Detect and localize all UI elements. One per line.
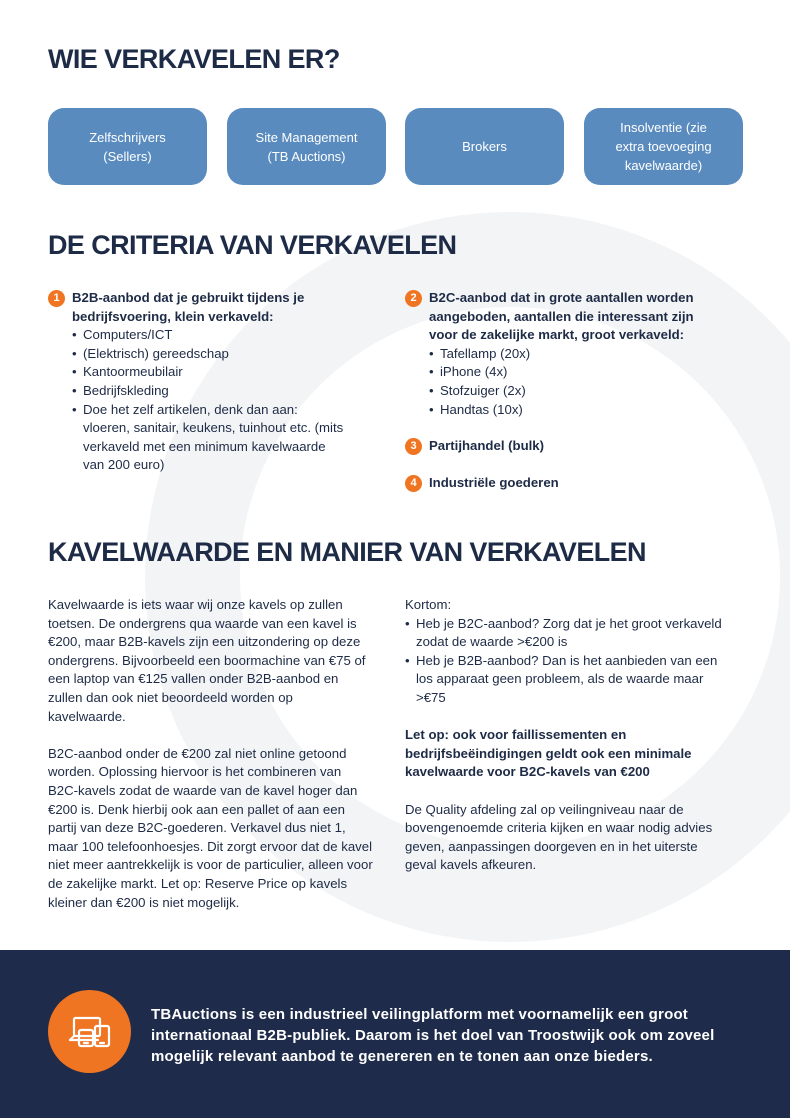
devices-icon	[48, 990, 131, 1073]
criterion-3	[405, 437, 725, 456]
footer-text: TBAuctions is een industrieel veilingplatform met voornamelijk een groot internationaal B2B-publiek. Daarom is het doel van Troostwijk ook om zoveel mogelijk relevant aanbod te genereren en te tonen aan onze bieders.	[151, 1006, 715, 1065]
kavelwaarde-left-column	[48, 596, 373, 931]
criterion-4	[405, 474, 725, 493]
list-item: • Heb je B2C-aanbod? Zorg dat je het groot verkaveld zodat de waarde >€200 is	[405, 615, 723, 652]
paragraph: B2C-aanbod onder de €200 zal niet online getoond worden. Oplossing hiervoor is het combineren van B2C-kavels zodat de waarde van de kavel hoger dan €200 is. Denk hierbij ook aan een pallet of aan een partij van deze B2C-goederen. Verkavel dus niet 1, maar 100 telefoonhoesjes. Dit zorgt ervoor dat de kavel niet meer aantrekkelijk is voor de particulier, alleen voor de zakelijke markt. Let op: Reserve Price op kavels kleiner dan €200 is niet mogelijk.	[48, 745, 373, 910]
criteria-left-column	[48, 289, 348, 475]
list-item: • Stofzuiger (2x)	[429, 382, 725, 401]
list-item: • (Elektrisch) gereedschap	[72, 345, 348, 364]
list-item: • iPhone (4x)	[429, 363, 725, 382]
criterion-title: Partijhandel (bulk)	[429, 438, 545, 454]
heading-kavelwaarde: KAVELWAARDE EN MANIER VAN VERKAVELEN	[48, 537, 646, 567]
criterion-number-badge: 4	[405, 475, 422, 492]
criterion-number-badge: 1	[48, 290, 65, 307]
list-item: • Bedrijfskleding	[72, 382, 348, 401]
criterion-title: B2B-aanbod dat je gebruikt tijdens je bedrijfsvoering, klein verkaveld:	[72, 290, 305, 324]
pill-insolventie: Insolventie (zie extra toevoeging kavelwaarde)	[584, 108, 743, 185]
criteria-right-column	[405, 289, 725, 492]
criterion-title: Industriële goederen	[429, 474, 559, 490]
pill-brokers: Brokers	[405, 108, 564, 185]
kortom-label: Kortom:	[405, 597, 452, 612]
kavelwaarde-right-column	[405, 596, 723, 894]
list-item: • Kantoormeubilair	[72, 363, 348, 382]
criterion-list	[429, 345, 725, 419]
pill-site-management: Site Management (TB Auctions)	[227, 108, 386, 185]
criterion-2	[405, 289, 725, 419]
footer-banner	[0, 950, 790, 1118]
list-item: • Heb je B2B-aanbod? Dan is het aanbieden van een los apparaat geen probleem, als de waarde maar >€75	[405, 652, 723, 708]
kortom-list	[405, 615, 723, 708]
list-item: • Computers/ICT	[72, 326, 348, 345]
criterion-1	[48, 289, 348, 475]
criterion-title: B2C-aanbod dat in grote aantallen worden aangeboden, aantallen die interessant zijn voor de zakelijke markt, groot verkaveld:	[429, 290, 694, 343]
heading-criteria: DE CRITERIA VAN VERKAVELEN	[48, 230, 457, 260]
heading-wie-verkavelen: WIE VERKAVELEN ER?	[48, 44, 340, 74]
paragraph: Kavelwaarde is iets waar wij onze kavels op zullen toetsen. De ondergrens qua waarde van een kavel is €200, maar B2B-kavels zijn een uitzondering op deze ondergrens. Bijvoorbeeld een boormachine van €75 of een laptop van €125 vallen onder B2B-aanbod en zullen dan ook niet beoordeeld worden op kavelwaarde.	[48, 597, 366, 724]
criterion-list	[72, 326, 348, 475]
list-item: • Handtas (10x)	[429, 401, 725, 420]
quality-paragraph: De Quality afdeling zal op veilingniveau naar de bovengenoemde criteria kijken en waar nodig advies geven, aanpassingen doorgeven en in het uiterste geval kavels afkeuren.	[405, 801, 713, 873]
list-item: • Tafellamp (20x)	[429, 345, 725, 364]
list-item: • Doe het zelf artikelen, denk dan aan: vloeren, sanitair, keukens, tuinhout etc. (mits verkaveld met een minimum kavelwaarde van 200 euro)	[72, 401, 348, 475]
let-op-note: Let op: ook voor faillissementen en bedrijfsbeëindigingen geldt ook een minimale kavelwaarde voor B2C-kavels van €200	[405, 727, 692, 780]
criterion-number-badge: 2	[405, 290, 422, 307]
criterion-number-badge: 3	[405, 438, 422, 455]
pill-zelfschrijvers: Zelfschrijvers (Sellers)	[48, 108, 207, 185]
